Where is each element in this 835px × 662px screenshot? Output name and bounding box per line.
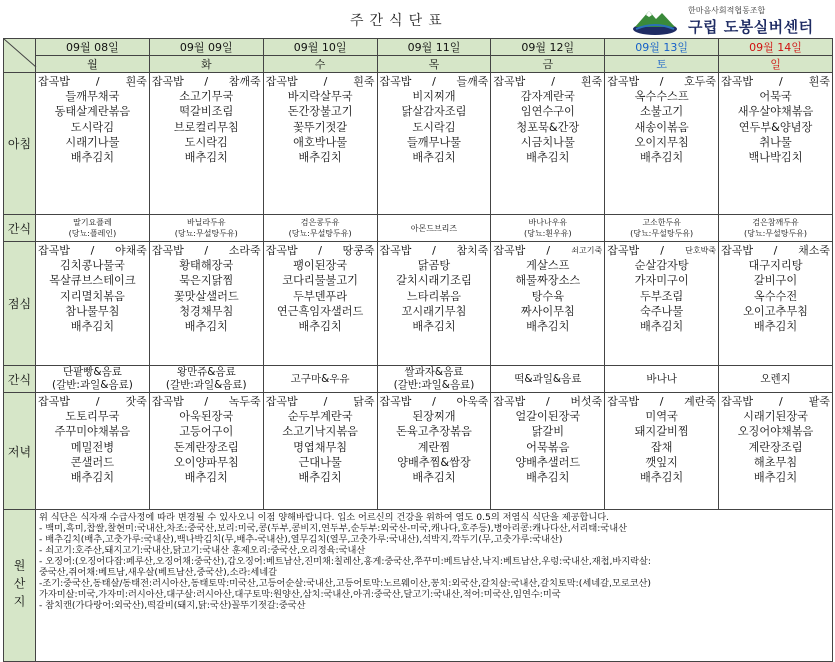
dish-item: 바지락살무국	[287, 90, 353, 103]
slash-divider: /	[318, 244, 322, 257]
dish-item: 닭곰탕	[417, 259, 451, 272]
dish-item: 가자미구이	[634, 274, 689, 288]
dish-item: 꽃맛살샐러드	[173, 289, 239, 303]
dish-item: 두부덴푸라	[293, 289, 348, 303]
lunch-menu-cell	[36, 242, 150, 366]
dish-item: 배추김치	[184, 471, 228, 485]
dinner-menu-cell	[491, 393, 605, 510]
rice-porridge-line	[152, 394, 261, 409]
dish-item: 순두부계란국	[287, 410, 353, 423]
snack_pm-cell	[491, 366, 605, 393]
dish-item: 배추김치	[184, 320, 228, 334]
lunch-menu-cell	[491, 242, 605, 366]
porridge-name: 계란죽	[684, 395, 717, 408]
snack-diabetic-note: (갈반:과일&음료)	[52, 379, 133, 391]
date-cell: 09월 12일	[491, 39, 605, 56]
dish-item: 숙주나물	[640, 304, 684, 318]
rice-name: 잡곡밥	[493, 75, 526, 88]
rice-name: 잡곡밥	[151, 395, 184, 408]
dish-item: 배추김치	[526, 151, 570, 165]
logo-center-name: 구립 도봉실버센터	[688, 18, 814, 36]
origin-note-line: - 오징어:(오징어다잡:페루산,오징어채:중국산),갑오징어:베트남산,진미채:칠레산,홍게:중국산,쭈꾸미:베트남산,낙지:베트남산,우렁:국내산,재첩,바지락살:	[39, 556, 652, 567]
snack-diabetic-note: (당뇨:무설탕두유)	[744, 229, 808, 238]
rice-name: 잡곡밥	[607, 244, 640, 257]
date-row	[4, 39, 833, 56]
rice-porridge-line	[380, 74, 489, 89]
dinner-menu-cell	[719, 393, 833, 510]
lunch-menu-cell	[719, 242, 833, 366]
dish-item: 배추김치	[298, 320, 342, 334]
dish-item: 닭살감자조림	[401, 105, 467, 119]
breakfast-menu-cell	[377, 73, 491, 215]
origin-note-line: 가자미살:미국,가자미:러시아산,대구살:러시아산,대구토막:원양산,삼치:국내산,아귀:중국산,달고기:국내산,적어:미국산,임연수:미국	[39, 589, 561, 600]
dish-item: 소고기무국	[179, 90, 234, 103]
dish-item: 미역국	[645, 410, 678, 423]
snack-name: 쌀과자&음료	[404, 366, 464, 378]
porridge-name: 참깨죽	[228, 75, 261, 88]
dish-item: 시래기된장국	[743, 410, 808, 423]
dish-item: 어묵국	[759, 90, 792, 103]
rice-name: 잡곡밥	[493, 244, 526, 257]
mountain-logo-icon	[632, 5, 678, 35]
porridge-name: 쇠고기죽	[571, 246, 603, 255]
snack-name: 검은참깨두유	[752, 218, 799, 227]
rice-porridge-line	[721, 394, 830, 409]
porridge-name: 흰죽	[125, 75, 147, 88]
dish-item: 명엽채무침	[293, 440, 348, 454]
slash-divider: /	[204, 75, 209, 88]
lunch-menu-cell	[263, 242, 377, 366]
slash-divider: /	[660, 244, 664, 257]
dish-item: 깻잎지	[645, 455, 678, 469]
origin-row	[4, 510, 833, 662]
porridge-name: 야채죽	[114, 244, 147, 257]
slash-divider: /	[659, 395, 664, 408]
dish-item: 돈계란장조림	[173, 440, 239, 454]
dish-item: 묵은지닭찜	[179, 274, 234, 288]
rice-name: 잡곡밥	[151, 244, 184, 257]
snack_pm-cell	[377, 366, 491, 393]
snack-diabetic-note: (당뇨:무설탕두유)	[630, 229, 694, 238]
snack_am-cell	[491, 215, 605, 242]
dinner-menu-cell	[36, 393, 150, 510]
snack_pm-cell	[263, 366, 377, 393]
snack-diabetic-note: (당뇨:무설탕두유)	[174, 229, 238, 238]
rice-porridge-line	[721, 74, 830, 89]
dish-item: 옥수수전	[753, 289, 798, 303]
breakfast-label: 아침	[4, 73, 36, 215]
dish-item: 참나물무침	[65, 304, 120, 318]
dish-item: 순살감자탕	[634, 259, 689, 272]
lunch-menu-cell	[605, 242, 719, 366]
weekday-cell: 일	[719, 56, 833, 73]
snack-name: 단팥빵&음료	[62, 366, 122, 378]
dish-item: 오이지무침	[634, 135, 689, 149]
rice-porridge-line	[266, 243, 375, 258]
porridge-name: 호두죽	[684, 75, 717, 88]
rice-porridge-line	[493, 243, 602, 258]
slash-divider: /	[432, 244, 436, 257]
dish-item: 배추김치	[70, 151, 115, 165]
lunch-row	[4, 242, 833, 366]
rice-name: 잡곡밥	[379, 244, 412, 257]
rice-name: 잡곡밥	[379, 75, 412, 88]
snack_pm-row	[4, 366, 833, 393]
slash-divider: /	[204, 244, 209, 257]
breakfast-menu-cell	[149, 73, 263, 215]
dish-item: 배추김치	[640, 320, 684, 334]
rice-porridge-line	[152, 243, 261, 258]
porridge-name: 흰죽	[808, 75, 830, 88]
date-cell: 09월 14일	[719, 39, 833, 56]
dish-item: 연근흑임자샐러드	[276, 304, 364, 318]
snack_am-cell	[377, 215, 491, 242]
snack_am-cell	[719, 215, 833, 242]
dish-item: 메밀전병	[70, 440, 115, 454]
snack_am-cell	[605, 215, 719, 242]
weekday-cell: 화	[149, 56, 263, 73]
dinner-menu-cell	[263, 393, 377, 510]
dish-item: 배추김치	[412, 151, 456, 165]
dish-item: 해물짜장소스	[515, 274, 581, 288]
snack_pm-cell	[36, 366, 150, 393]
snack-name: 바나나	[646, 372, 677, 385]
dish-item: 양배추찜&쌈장	[397, 455, 471, 469]
porridge-name: 잣죽	[125, 395, 147, 408]
snack-diabetic-note: (당뇨:무설탕두유)	[288, 229, 352, 238]
rice-name: 잡곡밥	[151, 75, 184, 88]
slash-divider: /	[323, 75, 328, 88]
dish-item: 두부조림	[640, 289, 684, 303]
origin-notes	[36, 510, 833, 662]
dinner-menu-cell	[605, 393, 719, 510]
dish-item: 갈비구이	[753, 274, 798, 288]
dish-item: 비지찌개	[412, 90, 456, 103]
rice-name: 잡곡밥	[265, 75, 298, 88]
snack_am-label: 간식	[4, 215, 36, 242]
date-cell: 09월 09일	[149, 39, 263, 56]
dish-item: 배추김치	[412, 320, 456, 334]
snack-diabetic-note: (갈반:과일&음료)	[393, 379, 475, 391]
slash-divider: /	[546, 244, 551, 257]
dish-item: 도시락김	[412, 120, 456, 134]
rice-porridge-line	[152, 74, 261, 89]
dish-item: 양배추샐러드	[515, 455, 581, 469]
dish-item: 된장찌개	[412, 410, 456, 423]
porridge-name: 닭죽	[353, 395, 375, 408]
slash-divider: /	[551, 75, 555, 88]
date-cell: 09월 13일	[605, 39, 719, 56]
slash-divider: /	[204, 395, 209, 408]
snack-name: 검은콩두유	[300, 218, 340, 227]
origin-note-line: 위 식단은 식자재 수급사정에 따라 변경될 수 있사오니 이점 양해바랍니다. 입소 어르신의 건강을 위하여 염도 0.5의 저염식 식단을 제공합니다.	[39, 512, 610, 523]
page-title: 주간식단표	[350, 13, 448, 29]
rice-name: 잡곡밥	[607, 75, 640, 88]
dish-item: 갈치시래기조림	[396, 274, 472, 288]
dish-item: 어묵볶음	[526, 440, 570, 454]
slash-divider: /	[323, 395, 328, 408]
dish-item: 새우살야채볶음	[737, 105, 814, 119]
slash-divider: /	[773, 244, 778, 257]
snack-name: 오렌지	[760, 372, 791, 385]
dish-item: 돼지갈비찜	[634, 425, 689, 439]
dish-item: 배추김치	[298, 151, 342, 165]
origin-note-line: 중국산,쥐어채:베트남,새우살(베트남산,중국산),소라:세네갈	[39, 567, 278, 578]
dish-item: 도시락김	[184, 135, 228, 149]
dish-item: 배추김치	[753, 471, 798, 485]
dish-item: 소고기낙지볶음	[282, 425, 358, 439]
rice-name: 잡곡밥	[38, 75, 70, 88]
breakfast-row	[4, 73, 833, 215]
porridge-name: 채소죽	[798, 244, 830, 257]
dish-item: 근대나물	[298, 455, 342, 469]
rice-name: 잡곡밥	[265, 244, 298, 257]
dinner-menu-cell	[149, 393, 263, 510]
dinner-row	[4, 393, 833, 510]
dish-item: 배추김치	[70, 471, 115, 485]
dish-item: 동태살계란볶음	[54, 105, 131, 119]
porridge-name: 녹두죽	[228, 395, 261, 408]
dish-item: 느타리볶음	[406, 289, 461, 303]
snack_am-cell	[36, 215, 150, 242]
dish-item: 배추김치	[640, 151, 684, 165]
slash-divider: /	[432, 395, 436, 408]
date-cell: 09월 10일	[263, 39, 377, 56]
rice-porridge-line	[607, 243, 716, 258]
rice-porridge-line	[607, 74, 716, 89]
dish-item: 지리멸치볶음	[60, 289, 125, 303]
snack_am-row	[4, 215, 833, 242]
snack-name: 딸기요플레	[73, 218, 112, 227]
slash-divider: /	[95, 395, 100, 408]
dish-item: 대구지리탕	[748, 259, 803, 272]
rice-porridge-line	[266, 74, 375, 89]
dish-item: 도토리무국	[65, 410, 120, 423]
breakfast-menu-cell	[36, 73, 150, 215]
date-cell: 09월 11일	[377, 39, 491, 56]
dish-item: 고등어구이	[179, 425, 234, 439]
dish-item: 떡갈비조림	[179, 105, 234, 119]
slash-divider: /	[659, 75, 664, 88]
snack-name: 왕만쥬&음료	[176, 366, 236, 378]
slash-divider: /	[90, 244, 95, 257]
snack_am-cell	[263, 215, 377, 242]
slash-divider: /	[432, 75, 436, 88]
slash-divider: /	[778, 75, 783, 88]
rice-porridge-line	[38, 74, 147, 89]
dish-item: 배추김치	[70, 320, 115, 334]
rice-name: 잡곡밥	[493, 395, 526, 408]
breakfast-menu-cell	[263, 73, 377, 215]
porridge-name: 흰죽	[353, 75, 375, 88]
weekday-row	[4, 56, 833, 73]
rice-porridge-line	[266, 394, 375, 409]
lunch-menu-cell	[377, 242, 491, 366]
logo	[632, 3, 832, 37]
corner-cell	[4, 39, 36, 73]
rice-name: 잡곡밥	[38, 395, 70, 408]
dish-item: 시래기나물	[65, 135, 120, 149]
breakfast-menu-cell	[605, 73, 719, 215]
weekday-cell: 목	[377, 56, 491, 73]
rice-porridge-line	[721, 243, 830, 258]
breakfast-menu-cell	[491, 73, 605, 215]
rice-porridge-line	[380, 394, 489, 409]
porridge-name: 들깨죽	[456, 75, 489, 88]
dish-item: 연두부&양념장	[738, 120, 813, 134]
porridge-name: 단호박죽	[685, 246, 717, 255]
rice-name: 잡곡밥	[607, 395, 640, 408]
dish-item: 배추김치	[526, 471, 570, 485]
dish-item: 감자계란국	[520, 90, 575, 103]
slash-divider: /	[778, 395, 783, 408]
origin-label-cell	[4, 510, 36, 662]
dinner-menu-cell	[377, 393, 491, 510]
dish-item: 오이고추무침	[743, 304, 808, 318]
slash-divider: /	[95, 75, 100, 88]
dish-item: 브로컬리무침	[173, 120, 239, 134]
porridge-name: 소라죽	[228, 244, 261, 257]
lunch-label: 점심	[4, 242, 36, 366]
dish-item: 팽이된장국	[293, 259, 348, 272]
dish-item: 배추김치	[412, 471, 456, 485]
rice-porridge-line	[38, 394, 147, 409]
porridge-name: 땅콩죽	[342, 244, 375, 257]
snack-name: 고구마&우유	[290, 372, 350, 385]
rice-name: 잡곡밥	[721, 244, 753, 257]
dish-item: 게살스프	[526, 259, 570, 272]
logo-org-text: 한마음사회적협동조합	[688, 6, 766, 15]
dish-item: 들깨무채국	[65, 90, 120, 103]
slash-divider: /	[545, 395, 550, 408]
dish-item: 청포묵&간장	[516, 120, 580, 134]
porridge-name: 흰죽	[580, 75, 603, 88]
snack_pm-cell	[605, 366, 719, 393]
origin-note-line: -조기:중국산,동태살/동태전:러시아산,동태토막:미국산,고등어순살:국내산,고등어토막:노르웨이산,꽁치:외국산,갈치살:국내산,갈치토막:(세네갈,모로코산)	[39, 578, 651, 589]
dish-item: 아욱된장국	[179, 410, 234, 423]
snack-diabetic-note: (당뇨:흰우유)	[524, 229, 572, 238]
snack-diabetic-note: (갈반:과일&음료)	[165, 379, 247, 391]
dish-item: 도시락김	[70, 120, 115, 134]
dish-item: 애호박나물	[293, 135, 348, 149]
dish-item: 배추김치	[526, 320, 570, 334]
dish-item: 계란장조림	[748, 440, 803, 454]
snack_pm-cell	[149, 366, 263, 393]
dish-item: 얼갈이된장국	[515, 410, 581, 423]
dish-item: 주꾸미야채볶음	[54, 425, 131, 439]
dish-item: 목살큐브스테이크	[49, 274, 136, 288]
rice-name: 잡곡밥	[379, 395, 412, 408]
rice-porridge-line	[607, 394, 716, 409]
snack_pm-label: 간식	[4, 366, 36, 393]
rice-name: 잡곡밥	[38, 244, 70, 257]
dish-item: 취나물	[759, 135, 792, 149]
dish-item: 배추김치	[184, 151, 228, 165]
snack_am-cell	[149, 215, 263, 242]
snack_pm-cell	[719, 366, 833, 393]
dish-item: 닭갈비	[531, 425, 564, 439]
dish-item: 오징어야채볶음	[737, 425, 814, 439]
porridge-name: 참치죽	[456, 244, 489, 257]
weekly-menu-table	[3, 38, 833, 662]
rice-porridge-line	[493, 394, 602, 409]
dish-item: 임연수구이	[520, 105, 575, 119]
dish-item: 돈육고추장볶음	[396, 425, 472, 439]
origin-note-line: - 참치캔(가다랑어:외국산),떡갈비(돼지,닭:국산)꼴뚜기젓갈:중국산	[39, 600, 306, 611]
origin-note-line: - 배추김치(배추,고춧가루:국내산),백나박김치(무,배추-국내산),열무김치(열무,고춧가루:국내산),석박지,깍두기(무,고춧가루:국내산)	[39, 534, 563, 545]
dish-item: 오이양파무침	[173, 455, 239, 469]
snack-name: 바나나우유	[528, 218, 568, 227]
rice-name: 잡곡밥	[721, 75, 753, 88]
dish-item: 김치콩나물국	[60, 259, 125, 272]
dinner-label: 저녁	[4, 393, 36, 510]
snack-name: 고소한두유	[642, 218, 681, 227]
date-cell: 09월 08일	[36, 39, 150, 56]
rice-porridge-line	[380, 243, 489, 258]
header	[0, 0, 835, 40]
dish-item: 꽃뚜기젓갈	[293, 120, 348, 134]
breakfast-menu-cell	[719, 73, 833, 215]
dish-item: 배추김치	[753, 320, 798, 334]
dish-item: 꼬시래기무침	[401, 304, 467, 318]
porridge-name: 아욱죽	[456, 395, 489, 408]
porridge-name: 팥죽	[808, 395, 830, 408]
dish-item: 시금치나물	[520, 135, 575, 149]
weekday-cell: 금	[491, 56, 605, 73]
dish-item: 돈간장불고기	[287, 105, 353, 119]
dish-item: 새송이볶음	[634, 120, 689, 134]
snack-name: 떡&과일&음료	[514, 372, 582, 385]
rice-porridge-line	[493, 74, 602, 89]
dish-item: 계란찜	[417, 440, 451, 454]
weekday-cell: 수	[263, 56, 377, 73]
rice-name: 잡곡밥	[721, 395, 753, 408]
dish-item: 코다리물불고기	[282, 274, 358, 288]
dish-item: 콘샐러드	[70, 455, 115, 469]
corner-diagonal-icon	[4, 39, 36, 67]
weekday-cell: 토	[605, 56, 719, 73]
dish-item: 배추김치	[640, 471, 684, 485]
origin-note-line: - 쇠고기:호주산,돼지고기:국내산,닭고기:국내산 훈제오리:중국산,오리정육:국내산	[39, 545, 366, 556]
dish-item: 잡채	[650, 440, 673, 454]
dish-item: 청경채무침	[179, 304, 234, 318]
rice-name: 잡곡밥	[265, 395, 298, 408]
lunch-menu-cell	[149, 242, 263, 366]
dish-item: 해초무침	[753, 455, 798, 469]
dish-item: 들깨무나물	[406, 135, 461, 149]
porridge-name: 버섯죽	[570, 395, 603, 408]
dish-item: 백나박김치	[748, 151, 803, 165]
dish-item: 탕수육	[531, 289, 564, 303]
origin-note-line: - 백미,흑미,찹쌀,찰현미:국내산,차조:중국산,보리:미국,콩(두부,콩비지,연두부,순두부:외국산-미국,캐나다,호주등),병아리콩:캐나다산,서리태:국내산	[39, 523, 628, 534]
weekday-cell: 월	[36, 56, 150, 73]
dish-item: 소불고기	[640, 105, 684, 119]
rice-porridge-line	[38, 243, 147, 258]
dish-item: 짜사이무침	[520, 304, 575, 318]
dish-item: 배추김치	[298, 471, 342, 485]
snack-name: 아몬드브리즈	[410, 223, 458, 233]
dish-item: 황태해장국	[179, 259, 234, 272]
snack-name: 바닐라두유	[186, 218, 226, 227]
origin-label: 원산지	[12, 558, 26, 613]
dish-item: 옥수수스프	[634, 90, 689, 103]
snack-diabetic-note: (당뇨:플레인)	[68, 229, 117, 238]
